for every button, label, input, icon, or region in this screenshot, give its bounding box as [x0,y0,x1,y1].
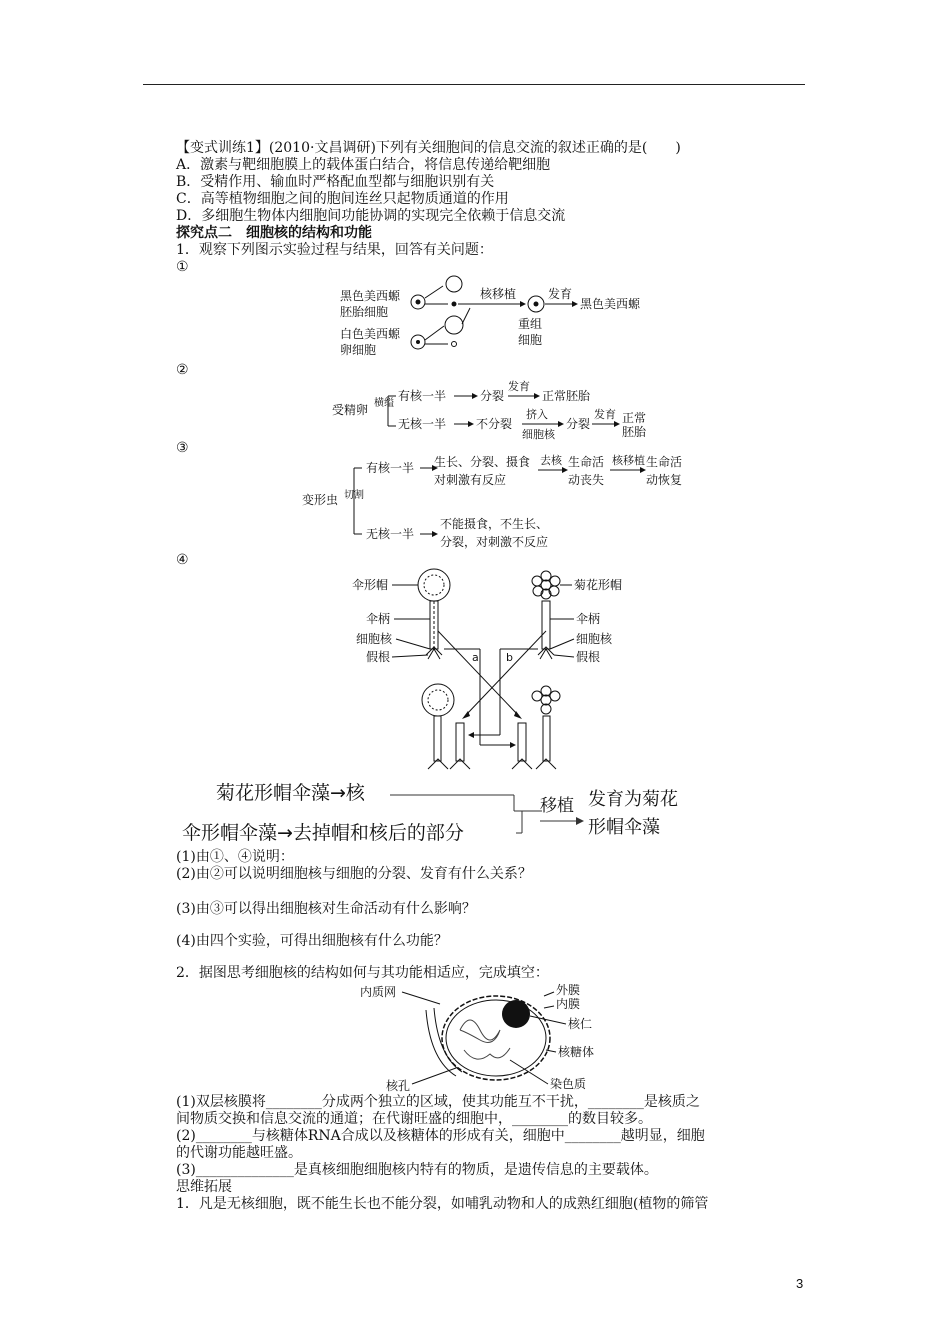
fig4-nucleus-r: 细胞核 [576,632,613,646]
fill-2-line-2: 的代谢功能越旺盛。 [176,1145,302,1161]
option-a: A．激素与靶细胞膜上的载体蛋白结合，将信息传递给靶细胞 [176,157,551,173]
fig2-row2b: 不分裂 [476,417,513,431]
fig5-r2: 形帽伞藻 [588,817,660,838]
option-b: B．受精作用、输血时严格配血型都与细胞识别有关 [176,174,495,190]
fig6-chromatin: 染色质 [550,1077,587,1091]
figure-label-4: ④ [176,552,189,568]
fig2-row2e: 分裂 [566,417,591,431]
fig3-lose2: 动丧失 [568,473,605,487]
fig6-er: 内质网 [360,985,397,999]
fig1-white-egg2: 卵细胞 [340,343,377,357]
fig2-cut: 横缢 [374,398,394,409]
fig5-transplant: 移植 [540,796,574,816]
subquestion-3: (3)由③可以得出细胞核对生命活动有什么影响？ [176,901,476,917]
fig4-chrys: 菊花形帽 [574,578,623,592]
option-d: D．多细胞生物体内细胞间功能协调的实现完全依赖于信息交流 [176,208,566,224]
fig3-rec1: 生命活 [646,455,683,469]
subquestion-4: (4)由四个实验，可得出细胞核有什么功能？ [176,933,448,949]
fill-1-line-2: 间物质交换和信息交流的通道；在代谢旺盛的细胞中，________的数目较多。 [176,1111,652,1127]
figure-5-graft-scheme [176,775,696,845]
fig5-r1: 发育为菊花 [588,789,678,810]
fig5-bottom: 伞形帽伞藻→去掉帽和核后的部分 [182,822,464,844]
fig4-root-r: 假根 [576,650,601,664]
fig4-stalk-l: 伞柄 [366,612,391,626]
fig3-w1: 生长、分裂、摄食 [434,455,531,469]
fig3-transplant: 核移植 [612,454,645,467]
fig3-rec2: 动恢复 [646,473,683,487]
subquestion-2: (2)由②可以说明细胞核与细胞的分裂、发育有什么关系？ [176,866,532,882]
fill-1-line-1: (1)双层核膜将________分成两个独立的区域，使其功能互不干扰，________是核质之 [176,1094,700,1110]
fig2-row2g: 正常 [622,411,647,425]
fig1-black-embryo: 黑色美西螈 [340,289,401,303]
fig2-row1d: 正常胚胎 [542,389,591,403]
option-c: C．高等植物细胞之间的胞间连丝只起物质通道的作用 [176,191,509,207]
extension-heading: 思维拓展 [176,1179,232,1195]
fig4-root-l: 假根 [366,650,391,664]
figure-3-amoeba [300,452,700,552]
fig3-amoeba: 变形虫 [302,493,339,507]
fig1-result: 黑色美西螈 [580,297,641,311]
fig2-row2h: 胚胎 [622,425,647,439]
subquestion-1: (1)由①、④说明： [176,849,294,865]
fig3-remove: 去核 [540,454,562,467]
figure-2-fertilized-egg [330,378,660,440]
fig1-recomb: 重组 [518,317,543,331]
fig3-n1: 不能摄食，不生长、 [440,517,549,531]
fig3-with: 有核一半 [366,461,415,475]
fig1-black-embryo2: 胚胎细胞 [340,305,389,319]
fig2-row2d: 细胞核 [522,428,555,440]
exercise-title: 【变式训练1】(2010·文昌调研)下列有关细胞间的信息交流的叙述正确的是( ) [176,140,681,156]
fig2-row2c: 挤入 [526,408,548,421]
fig3-w2: 对刺激有反应 [434,473,507,487]
fig2-row2f: 发育 [594,408,616,421]
fig6-inner: 内膜 [556,997,581,1011]
fig1-develop: 发育 [548,287,573,301]
fig2-row1c: 发育 [508,380,530,393]
figure-label-3: ③ [176,440,189,456]
fig4-nucleus-l: 细胞核 [356,632,393,646]
fig4-a: a [472,651,479,664]
fig2-row1a: 有核一半 [398,389,447,403]
question-2-intro: 2．据图思考细胞核的结构如何与其功能相适应，完成填空： [176,965,549,981]
header-rule [143,84,805,85]
question-1-intro: 1．观察下列图示实验过程与结果，回答有关问题： [176,242,493,258]
fig4-b: b [506,651,513,664]
fig4-umbrella: 伞形帽 [352,578,389,592]
fig3-without: 无核一半 [366,527,415,541]
figure-label-1: ① [176,259,189,275]
fig5-top: 菊花形帽伞藻→核 [216,782,365,804]
fig3-lose1: 生命活 [568,455,605,469]
fig6-ribosome: 核糖体 [558,1045,595,1059]
fig6-nucleolus: 核仁 [568,1017,593,1031]
fill-3: (3)______________是真核细胞细胞核内特有的物质，是遗传信息的主要载体。 [176,1162,658,1178]
fig1-white-egg: 白色美西螈 [340,327,401,341]
fig2-row1b: 分裂 [480,389,505,403]
fig1-transfer: 核移植 [480,287,517,301]
fig2-egg: 受精卵 [332,403,369,417]
fig2-row2a: 无核一半 [398,417,447,431]
figure-1-nuclear-transfer [330,270,660,360]
fig6-pore: 核孔 [386,1079,411,1092]
figure-4-acetabularia [350,565,650,780]
fig1-recomb2: 细胞 [518,333,543,347]
fill-2-line-1: (2)________与核糖体RNA合成以及核糖体的形成有关，细胞中________越明显，细胞 [176,1128,705,1144]
figure-6-nucleus-structure [360,980,610,1092]
fig6-outer: 外膜 [556,983,581,997]
fig4-stalk-r: 伞柄 [576,612,601,626]
section-heading: 探究点二 细胞核的结构和功能 [176,225,372,241]
page-number: 3 [796,1276,804,1291]
figure-label-2: ② [176,362,189,378]
fig3-n2: 分裂，对刺激不反应 [440,535,549,549]
extension-point-1: 1．凡是无核细胞，既不能生长也不能分裂，如哺乳动物和人的成熟红细胞(植物的筛管 [176,1196,709,1212]
fig3-cut: 切割 [344,490,364,501]
